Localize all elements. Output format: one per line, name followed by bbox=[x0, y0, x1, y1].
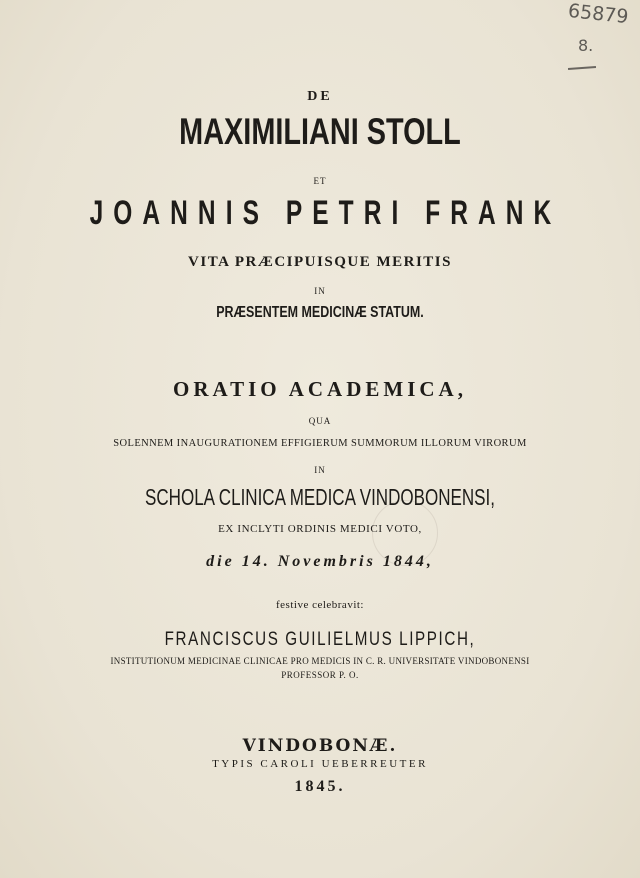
title-vita: VITA PRÆCIPUISQUE MERITIS bbox=[188, 254, 452, 270]
ex-text: EX INCLYTI ORDINIS MEDICI VOTO, bbox=[218, 523, 422, 535]
imprint-printer: TYPIS CAROLI UEBERREUTER bbox=[212, 758, 428, 770]
title-et: ET bbox=[313, 176, 327, 186]
title-name-frank: JOANNIS PETRI FRANK bbox=[89, 194, 562, 232]
title-in-1: IN bbox=[314, 286, 326, 296]
title-praesentem: PRÆSENTEM MEDICINÆ STATUM. bbox=[216, 304, 424, 321]
shelfmark-number: 65879 bbox=[567, 0, 630, 29]
imprint-place: VINDOBONÆ. bbox=[242, 736, 398, 756]
title-in-2: IN bbox=[314, 465, 326, 475]
solennem-text: SOLENNEM INAUGURATIONEM EFFIGIERUM SUMMORUM ILLORUM VIRORUM bbox=[113, 438, 527, 449]
shelfmark-dash bbox=[568, 66, 596, 70]
oratio-heading: ORATIO ACADEMICA, bbox=[173, 377, 467, 401]
imprint-year: 1845. bbox=[294, 778, 346, 795]
author-name: FRANCISCUS GUILIELMUS LIPPICH, bbox=[164, 629, 476, 650]
schola-text: SCHOLA CLINICA MEDICA VINDOBONENSI, bbox=[145, 484, 495, 510]
shelfmark-sub: 8. bbox=[578, 36, 594, 55]
title-de: DE bbox=[307, 89, 333, 104]
festive-text: festive celebravit: bbox=[276, 599, 364, 611]
title-name-stoll: MAXIMILIANI STOLL bbox=[179, 111, 461, 152]
author-title: PROFESSOR P. O. bbox=[281, 670, 359, 680]
author-institution: INSTITUTIONUM MEDICINAE CLINICAE PRO MEDICIS IN C. R. UNIVERSITATE VINDOBONENSI bbox=[110, 656, 530, 666]
qua-text: QUA bbox=[308, 416, 332, 426]
date-line: die 14. Novembris 1844, bbox=[206, 553, 434, 570]
